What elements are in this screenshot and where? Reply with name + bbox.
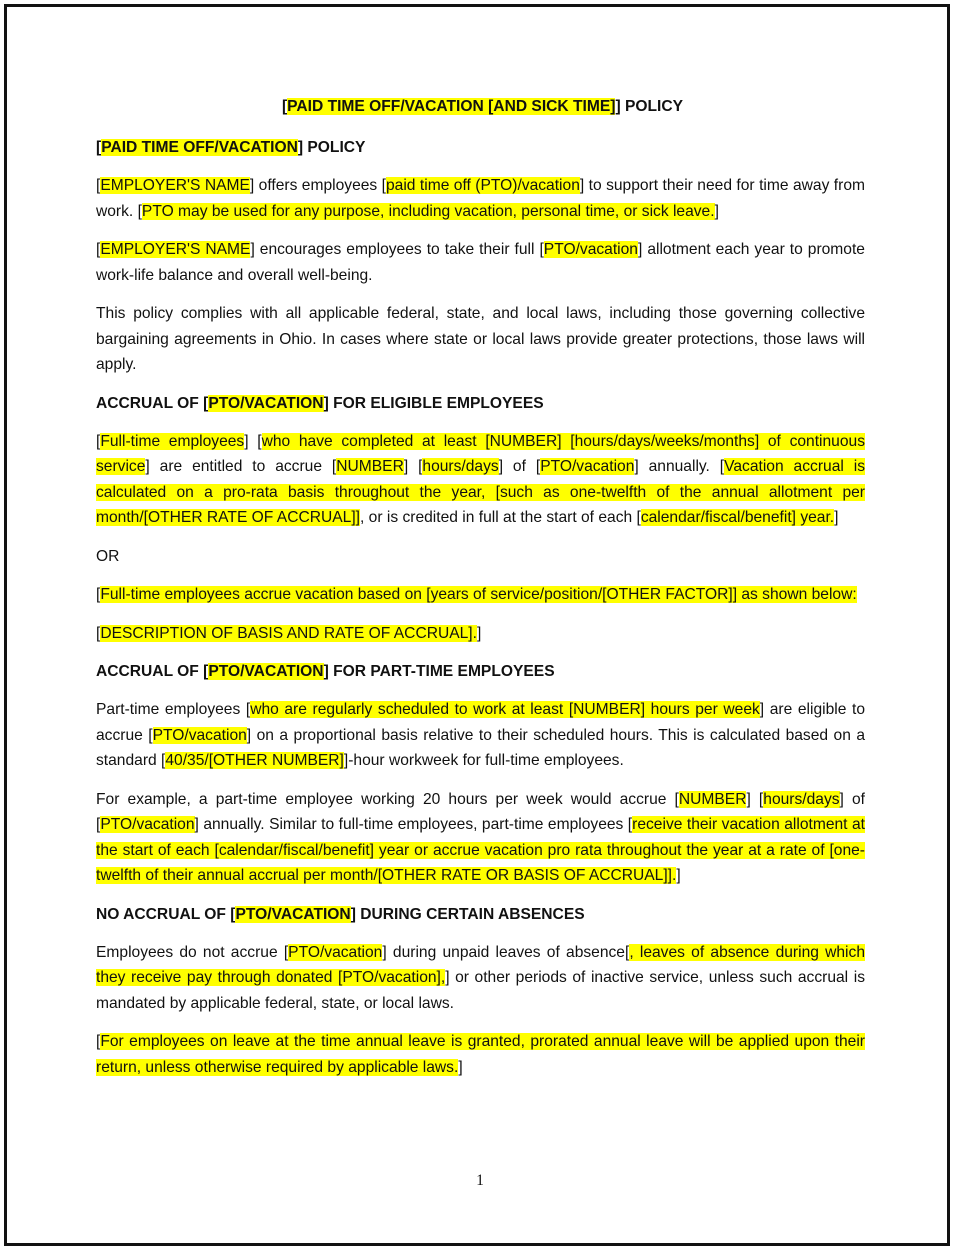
highlighted-placeholder: PTO/VACATION xyxy=(235,905,351,923)
highlighted-placeholder: , leaves of absence during which they receive pay through donated [PTO/vacation], xyxy=(96,943,865,986)
text-run: ] are eligible to accrue [ xyxy=(96,701,865,744)
text-run: ] FOR ELIGIBLE EMPLOYEES xyxy=(323,394,544,412)
text-run: ACCRUAL OF [ xyxy=(96,663,209,680)
highlighted-placeholder: PAID TIME OFF/VACATION [AND SICK TIME] xyxy=(287,98,616,115)
highlighted-placeholder: hours/days xyxy=(422,458,499,475)
highlighted-placeholder: DESCRIPTION OF BASIS AND RATE OF ACCRUAL]. xyxy=(100,624,477,642)
highlighted-placeholder: NUMBER xyxy=(336,458,404,475)
text-run: [ xyxy=(96,241,101,258)
paragraph xyxy=(96,940,865,1017)
paragraph xyxy=(96,237,865,288)
highlighted-placeholder: For employees on leave at the time annual leave is granted, prorated annual leave will be applied upon their return, unless otherwise required by applicable laws. xyxy=(96,1033,865,1076)
text-run: Part-time employees [ xyxy=(96,701,251,718)
text-run: ] to support their need for time away from work. [ xyxy=(96,177,865,220)
text-run: ] FOR PART-TIME EMPLOYEES xyxy=(323,663,555,680)
text-run: ] annually. Similar to full-time employees, part-time employees [ xyxy=(194,816,633,833)
paragraph xyxy=(96,429,865,531)
text-run: ] DURING CERTAIN ABSENCES xyxy=(350,905,585,923)
highlighted-placeholder: calendar/fiscal/benefit] year. xyxy=(640,509,835,526)
highlighted-placeholder: PTO/vacation xyxy=(152,726,247,744)
section-heading xyxy=(96,391,865,416)
highlighted-placeholder: Vacation accrual is calculated on a pro-rata basis throughout the year, [such as one-twelfth of the annual allotment per month/[OTHER RATE OF ACCRUAL]] xyxy=(96,458,865,526)
highlighted-placeholder: PTO/vacation xyxy=(288,943,383,961)
highlighted-placeholder: EMPLOYER'S NAME xyxy=(100,177,250,194)
highlighted-placeholder: hours/days xyxy=(763,790,840,808)
highlighted-placeholder: Full-time employees accrue vacation based on [years of service/position/[OTHER FACTOR]] as shown below: xyxy=(100,586,857,603)
highlighted-placeholder: PTO/vacation xyxy=(540,458,635,475)
highlighted-placeholder: who are regularly scheduled to work at least [NUMBER] hours per week xyxy=(250,701,760,718)
text-run: ] on a proportional basis relative to their scheduled hours. This is calculated based on a standard [ xyxy=(96,726,865,769)
highlighted-placeholder: paid time off (PTO)/vacation xyxy=(385,177,580,194)
section-heading xyxy=(96,659,865,684)
highlighted-placeholder: PTO/VACATION xyxy=(208,394,324,412)
text-run: ] POLICY xyxy=(297,139,366,156)
text-run: [ xyxy=(96,1033,101,1050)
text-run: ] offers employees [ xyxy=(249,177,386,194)
text-run: ] of [ xyxy=(96,790,866,833)
text-run: This policy complies with all applicable federal, state, and local laws, including those governing collective bargaining agreements in Ohio. In cases where state or local laws provide greater protections, those laws will apply. xyxy=(96,305,865,373)
highlighted-placeholder: who have completed at least [NUMBER] [hours/days/weeks/months] of continuous service xyxy=(96,432,865,475)
text-run: ] during unpaid leaves of absence[ xyxy=(382,943,630,961)
text-run: ] xyxy=(714,202,719,220)
paragraph xyxy=(96,301,865,378)
paragraph xyxy=(96,621,865,647)
highlighted-placeholder: PTO/vacation xyxy=(543,241,638,258)
highlighted-placeholder: receive their vacation allotment at the start of each [calendar/fiscal/benefit] year or accrue vacation pro rata throughout the year at a rate of [one-twelfth of their annual accrual per month/[OTHER RATE OR BASIS OF ACCRUAL]]. xyxy=(96,816,865,884)
page-number: 1 xyxy=(476,1172,484,1189)
text-run: ] xyxy=(676,867,681,884)
section-heading xyxy=(96,135,865,160)
text-run: [ xyxy=(96,177,101,194)
document-title xyxy=(96,94,865,119)
text-run: ] POLICY xyxy=(615,98,684,115)
highlighted-placeholder: PTO/vacation xyxy=(100,816,195,833)
section-heading xyxy=(96,902,865,927)
highlighted-placeholder: PTO/VACATION xyxy=(208,663,324,680)
paragraph xyxy=(96,1029,865,1080)
document-body xyxy=(96,135,865,1080)
paragraph xyxy=(96,697,865,774)
text-run: ] annually. [ xyxy=(634,458,725,475)
text-run: [ xyxy=(281,98,288,115)
highlighted-placeholder: PAID TIME OFF/VACATION xyxy=(101,139,298,156)
text-run: ] [ xyxy=(244,432,262,450)
text-run: [ xyxy=(96,432,101,450)
text-run: ACCRUAL OF [ xyxy=(96,394,209,412)
text-run: ] encourages employees to take their full [ xyxy=(250,241,544,258)
text-run: ] [ xyxy=(746,790,764,808)
text-run: ] xyxy=(476,624,482,642)
text-run: OR xyxy=(96,547,120,565)
text-run: ] are entitled to accrue [ xyxy=(145,458,337,475)
text-run: [ xyxy=(96,624,101,642)
text-run: ]-hour workweek for full-time employees. xyxy=(343,752,624,769)
highlighted-placeholder: Full-time employees xyxy=(100,432,245,450)
paragraph xyxy=(96,582,865,608)
text-run: ] xyxy=(458,1058,463,1076)
highlighted-placeholder: EMPLOYER'S NAME xyxy=(100,241,251,258)
text-run: NO ACCRUAL OF [ xyxy=(96,905,236,923)
text-run: For example, a part-time employee working 20 hours per week would accrue [ xyxy=(96,790,679,808)
text-run: Employees do not accrue [ xyxy=(96,943,289,961)
highlighted-placeholder: 40/35/[OTHER NUMBER] xyxy=(165,752,344,769)
text-run: [ xyxy=(96,586,101,603)
paragraph xyxy=(96,787,865,889)
text-run: ] [ xyxy=(403,458,423,475)
text-run: [ xyxy=(96,139,102,156)
text-run: ] of [ xyxy=(498,458,541,475)
text-run: ] xyxy=(834,509,839,526)
text-run: ] allotment each year to promote work-life balance and overall well-being. xyxy=(96,241,865,284)
highlighted-placeholder: NUMBER xyxy=(678,790,747,808)
text-run: ] or other periods of inactive service, unless such accrual is mandated by applicable federal, state, or local laws. xyxy=(96,969,865,1012)
highlighted-placeholder: PTO may be used for any purpose, including vacation, personal time, or sick leave. xyxy=(141,202,715,220)
paragraph xyxy=(96,173,865,224)
or-separator xyxy=(96,544,865,570)
text-run: , or is credited in full at the start of each [ xyxy=(360,509,641,526)
document-page xyxy=(96,94,865,1093)
